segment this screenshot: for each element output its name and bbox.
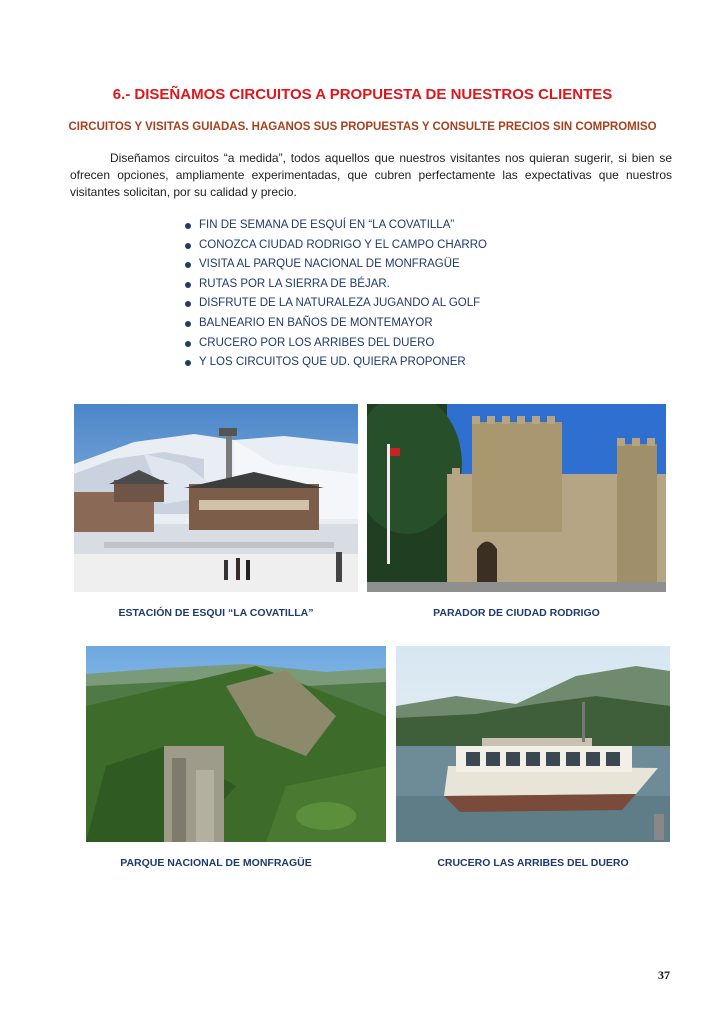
page-title: 6.- DISEÑAMOS CIRCUITOS A PROPUESTA DE NUESTROS CLIENTES (112, 86, 613, 103)
list-item: DISFRUTE DE LA NATURALEZA JUGANDO AL GOLF (185, 294, 487, 314)
bullet-icon (185, 223, 191, 229)
list-item: Y LOS CIRCUITOS QUE UD. QUIERA PROPONER (185, 353, 487, 373)
river-cruise-photo (396, 646, 670, 842)
list-item: VISITA AL PARQUE NACIONAL DE MONFRAGÜE (185, 255, 487, 275)
national-park-photo (86, 646, 386, 842)
list-item: CRUCERO POR LOS ARRIBES DEL DUERO (185, 334, 487, 354)
bullet-icon (185, 301, 191, 307)
national-park-caption: PARQUE NACIONAL DE MONFRAGÜE (120, 857, 312, 869)
page-subtitle: CIRCUITOS Y VISITAS GUIADAS. HAGANOS SUS PROPUESTAS Y CONSULTE PRECIOS SIN COMPROMISO (68, 121, 657, 133)
list-item: BALNEARIO EN BAÑOS DE MONTEMAYOR (185, 314, 487, 334)
bullet-icon (185, 262, 191, 268)
circuits-list (185, 216, 487, 373)
bullet-icon (185, 321, 191, 327)
page-number: 37 (658, 968, 670, 982)
bullet-icon (185, 341, 191, 347)
list-item: FIN DE SEMANA DE ESQUÍ EN “LA COVATILLA” (185, 216, 487, 236)
ski-resort-photo (74, 404, 358, 592)
list-item: CONOZCA CIUDAD RODRIGO Y EL CAMPO CHARRO (185, 236, 487, 256)
castle-photo (367, 404, 666, 592)
intro-paragraph-text: Diseñamos circuitos “a medida”, todos aquellos que nuestros visitantes nos quieran sugerir, si bien se ofrecen opciones, ampliamente experimentadas, que cubren perfectamente las expectativas que nuestros visitantes solicitan, por su calidad y precio. (70, 151, 672, 199)
ski-resort-caption: ESTACIÓN DE ESQUI “LA COVATILLA” (118, 607, 314, 619)
castle-caption: PARADOR DE CIUDAD RODRIGO (433, 607, 600, 619)
bullet-icon (185, 243, 191, 249)
river-cruise-caption: CRUCERO LAS ARRIBES DEL DUERO (437, 857, 629, 869)
bullet-icon (185, 282, 191, 288)
list-item: RUTAS POR LA SIERRA DE BÉJAR. (185, 275, 487, 295)
intro-paragraph (70, 150, 672, 201)
bullet-icon (185, 360, 191, 366)
